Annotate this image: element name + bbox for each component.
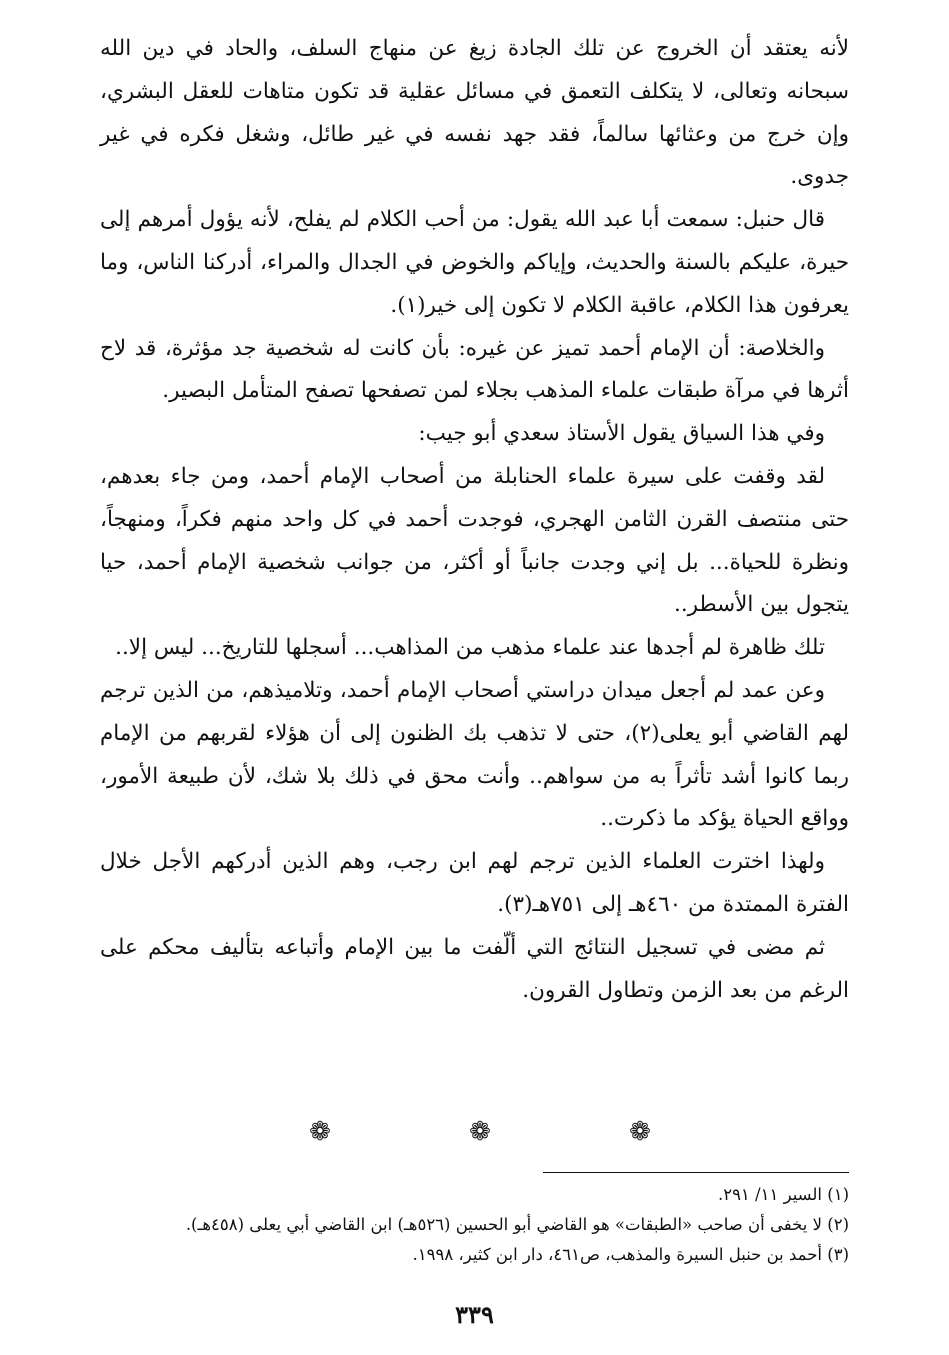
quote-paragraph-2: تلك ظاهرة لم أجدها عند علماء مذهب من المذاهب... أسجلها للتاريخ... ليس إلا..	[115, 635, 825, 661]
paragraph-closing: ثم مضى في تسجيل النتائج التي ألّفت ما بين الإمام وأتباعه بتأليف محكم على الرغم من بعد الزمن وتطاول القرون.	[100, 934, 849, 1003]
paragraph-2: قال حنبل: سمعت أبا عبد الله يقول: من أحب الكلام لم يفلح، لأنه يؤول أمرهم إلى حيرة، عليكم بالسنة والحديث، وإياكم والخوض في الجدال والمراء، أدركنا الناس، وما يعرفون هذا الكلام، عاقبة الكلام لا تكون إلى خير(١).	[100, 207, 849, 318]
paragraph-1: لأنه يعتقد أن الخروج عن تلك الجادة زيغ عن منهاج السلف، والحاد في دين الله سبحانه وتعالى، لا يتكلف التعمق في مسائل عقلية قد تكون متاهات للعقل البشري، وإن خرج من وعثائها سالماً، فقد جهد نفسه في غير طائل، وشغل فكره في غير جدوى.	[100, 36, 849, 190]
quote-paragraph-3: وعن عمد لم أجعل ميدان دراستي أصحاب الإمام أحمد، وتلاميذهم، من الذين ترجم لهم القاضي أبو يعلى(٢)، حتى لا تذهب بك الظنون إلى أن هؤلاء لقربهم من الإمام ربما كانوا أشد تأثراً به من سواهم.. وأنت محق في ذلك بلا شك، لأن طبيعة الأمور، وواقع الحياة يؤكد ما ذكرت..	[100, 677, 850, 832]
ornament-flower-icon: ❁	[469, 1117, 491, 1147]
main-text	[100, 28, 849, 1012]
footnote-3: (٣) أحمد بن حنبل السيرة والمذهب، ص٤٦١، دار ابن كثير، ١٩٩٨.	[412, 1245, 849, 1264]
footnote-2: (٢) لا يخفى أن صاحب «الطبقات» هو القاضي أبو الحسين (٥٢٦هـ) ابن القاضي أبي يعلى (٤٥٨هـ).	[185, 1215, 849, 1234]
quote-paragraph-1: لقد وقفت على سيرة علماء الحنابلة من أصحاب الإمام أحمد، ومن جاء بعدهم، حتى منتصف القرن الثامن الهجري، فوجدت أحمد في كل واحد منهم فكراً، ومنهجاً، ونظرة للحياة... بل إني وجدت جانباً أو أكثر، من جوانب شخصية الإمام أحمد، حيا يتجول بين الأسطر..	[100, 463, 849, 618]
footnote-divider	[543, 1172, 849, 1173]
paragraph-4: وفي هذا السياق يقول الأستاذ سعدي أبو جيب:	[418, 421, 825, 447]
ornament-flower-icon: ❁	[309, 1117, 331, 1147]
ornament-flower-icon: ❁	[629, 1117, 651, 1147]
section-divider	[300, 1112, 660, 1152]
page-number: ٣٣٩	[455, 1300, 494, 1329]
quote-paragraph-4: ولهذا اخترت العلماء الذين ترجم لهم ابن رجب، وهم الذين أدركهم الأجل خلال الفترة الممتدة من ٤٦٠هـ إلى ٧٥١هـ(٣).	[100, 849, 849, 917]
paragraph-3: والخلاصة: أن الإمام أحمد تميز عن غيره: بأن كانت له شخصية جد مؤثرة، قد لاح أثرها في مرآة طبقات علماء المذهب بجلاء لمن تصفحها تصفح المتأمل البصير.	[100, 335, 849, 404]
footnotes	[100, 1180, 849, 1270]
footnote-1: (١) السير ١١/ ٢٩١.	[717, 1185, 849, 1204]
